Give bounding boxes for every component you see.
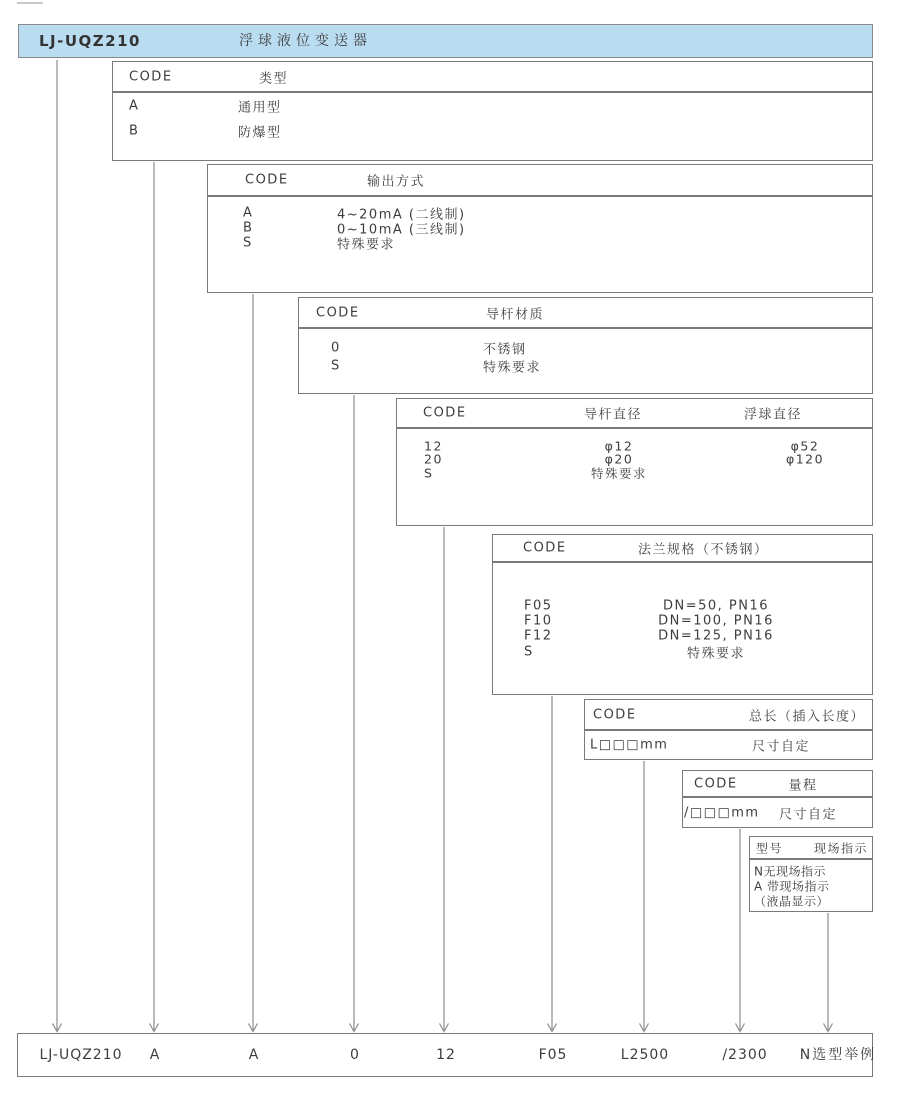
code-cell: A [243,205,254,220]
connector-arrow-output [249,294,258,1032]
value-cell: 4~20mA (二线制) [337,207,466,222]
table-output [207,164,873,293]
table-output-header [208,165,872,197]
table-row [493,613,872,628]
value-cell: 防爆型 [238,125,282,140]
example-indicator: N选型举例 [799,1047,877,1063]
connector-arrow-flange [548,696,557,1032]
table-row [493,629,872,644]
value-cell: 特殊要求 [686,646,746,662]
table-row [299,357,872,375]
table-row [750,893,872,908]
example-rod-material: 0 [350,1047,360,1063]
value-cell: 0~10mA (三线制) [337,222,466,237]
code-cell: S [524,644,534,660]
table-row [208,220,872,235]
value-cell: N无现场指示 [754,864,826,878]
value-cell: 尺寸自定 [751,739,811,755]
table-row [750,878,872,893]
value-cell: φ120 [785,451,825,467]
table-range-header [683,771,872,798]
example-diameter: 12 [436,1047,456,1063]
col-header: 输出方式 [367,174,426,190]
value-cell: DN=100, PN16 [658,613,774,629]
connector-arrow-length [640,761,649,1032]
code-cell: L□□□mm [590,737,669,753]
col-header: CODE [129,69,173,84]
example-range: /2300 [722,1047,768,1063]
table-length-header [585,700,872,731]
table-type [112,61,873,161]
value-cell: 特殊要求 [483,360,542,376]
table-diameters [396,398,873,526]
table-row [683,798,872,827]
code-cell: S [331,358,341,374]
table-range [682,770,873,828]
code-cell: B [129,123,140,138]
col-header: 类型 [259,71,289,86]
col-header: 总长（插入长度） [748,709,865,724]
connector-arrow-indicator [824,913,833,1032]
value-cell: DN=125, PN16 [658,628,774,644]
code-cell: 12 [424,438,443,454]
col-header: 现场指示 [813,841,868,855]
value-cell: 特殊要求 [337,237,396,252]
value-cell: φ12 [604,438,634,454]
table-rod-material [298,297,873,394]
table-type-header [113,62,872,93]
table-row [493,644,872,662]
col-header: 法兰规格（不锈钢） [638,542,769,558]
table-row [113,93,872,118]
model-number: LJ-UQZ210 [39,32,141,50]
connector-arrow-range [736,829,745,1032]
example-type: A [149,1047,161,1063]
connector-arrow-type [150,162,159,1032]
example-output: A [248,1047,260,1063]
table-flange-header [493,535,872,563]
value-cell: φ52 [790,438,820,454]
code-cell: 20 [424,451,443,467]
example-model: LJ-UQZ210 [39,1047,123,1063]
col-header: CODE [523,540,567,556]
table-row [208,205,872,220]
connector-arrow-diameter [440,527,449,1032]
code-cell: F12 [524,628,553,644]
code-cell: S [424,465,434,481]
value-cell: 不锈钢 [483,342,527,358]
table-row [113,118,872,143]
table-row [397,439,872,453]
col-header: CODE [423,405,467,421]
connector-arrow-model [53,60,62,1032]
col-header: 导杆材质 [486,307,545,322]
col-header: CODE [316,305,360,320]
example-code-box [17,1033,877,1077]
table-row [299,339,872,357]
value-cell: （液晶显示） [754,894,830,908]
code-cell: /□□□mm [684,805,760,820]
value-cell: φ20 [604,451,634,467]
table-row [585,731,872,759]
col-header: 导杆直径 [583,407,643,423]
connector-arrow-rod-material [350,395,359,1032]
value-cell: A 带现场指示 [754,879,830,893]
col-header: CODE [694,776,738,791]
table-indicator [749,836,873,912]
value-cell: DN=50, PN16 [662,598,770,614]
table-row [493,598,872,613]
table-length [584,699,873,760]
col-header: CODE [245,172,289,188]
model-header-bar [18,24,873,58]
table-row [750,863,872,878]
code-cell: B [243,220,254,235]
table-row [397,466,872,480]
code-cell: A [129,98,140,113]
example-flange: F05 [538,1047,568,1063]
example-length: L2500 [620,1047,670,1063]
table-flange [492,534,873,695]
code-cell: 0 [331,340,341,356]
value-cell: 特殊要求 [590,465,648,481]
col-header: CODE [593,707,637,722]
table-rod-material-header [299,298,872,329]
code-cell: F05 [524,598,553,614]
product-name: 浮球液位变送器 [239,33,372,49]
value-cell: 通用型 [238,100,282,115]
table-indicator-header [750,837,872,860]
col-header: 量程 [788,778,818,793]
code-cell: S [243,235,253,250]
col-header: 型号 [756,841,784,855]
table-diameters-header [397,399,872,429]
code-cell: F10 [524,613,553,629]
value-cell: 尺寸自定 [778,807,838,822]
col-header: 浮球直径 [743,407,803,423]
table-row [208,235,872,250]
